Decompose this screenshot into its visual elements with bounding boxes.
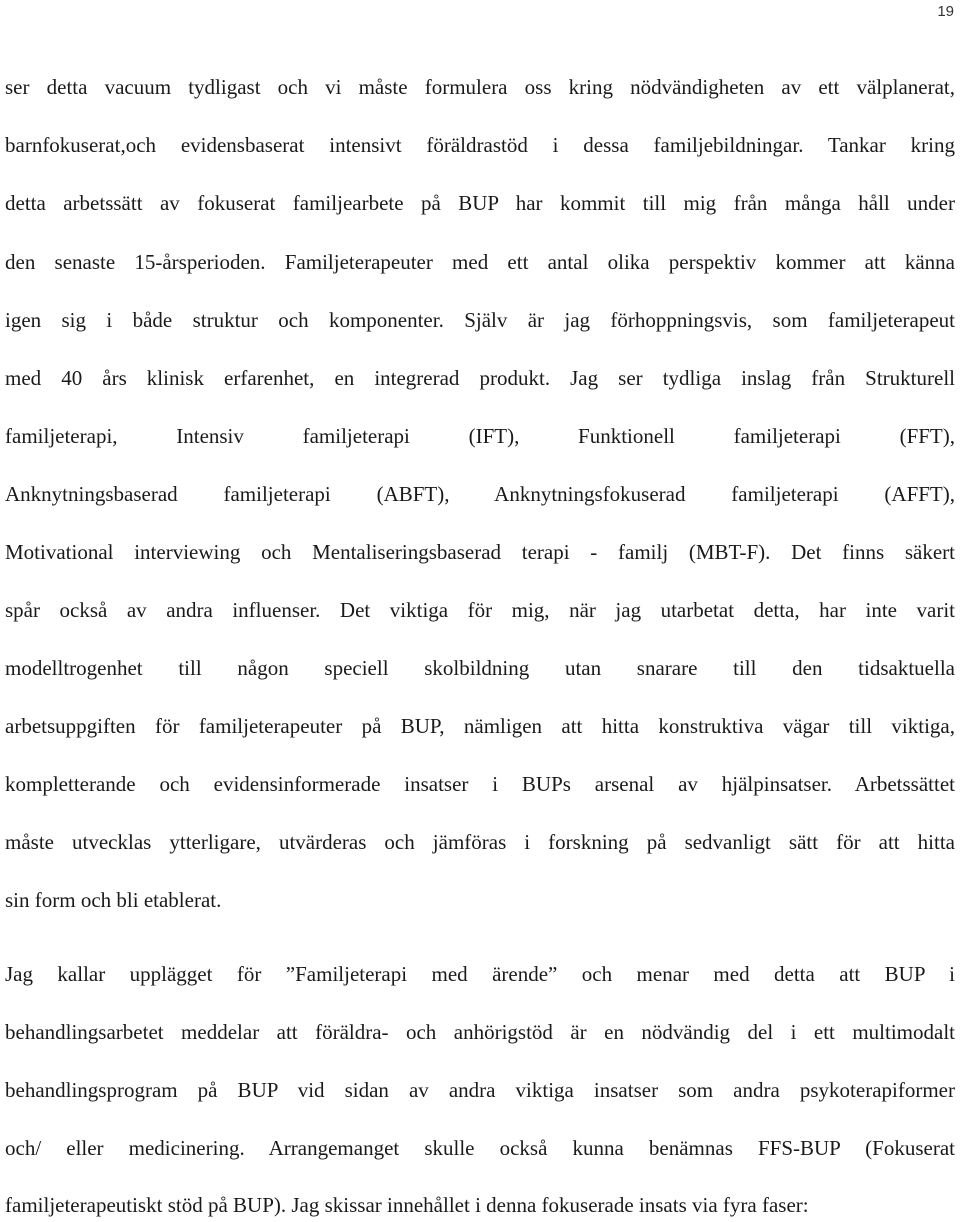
text-line: igen sig i både struktur och komponenter. Själv är jag förhoppningsvis, som familjeterapeut	[5, 308, 955, 332]
text-line: barnfokuserat,och evidensbaserat intensivt föräldrastöd i dessa familjebildningar. Tankar kring	[5, 133, 955, 157]
text-line: Jag kallar upplägget för ”Familjeterapi med ärende” och menar med detta att BUP i	[5, 962, 955, 986]
text-line: behandlingsprogram på BUP vid sidan av andra viktiga insatser som andra psykoterapiformer	[5, 1078, 955, 1102]
text-line: arbetsuppgiften för familjeterapeuter på BUP, nämligen att hitta konstruktiva vägar till viktiga,	[5, 714, 955, 738]
text-line: den senaste 15-årsperioden. Familjeterapeuter med ett antal olika perspektiv kommer att känna	[5, 250, 955, 274]
text-line: och/ eller medicinering. Arrangemanget skulle också kunna benämnas FFS-BUP (Fokuserat	[5, 1136, 955, 1160]
text-line: Anknytningsbaserad familjeterapi (ABFT), Anknytningsfokuserad familjeterapi (AFFT),	[5, 482, 955, 506]
text-line: sin form och bli etablerat.	[5, 888, 222, 912]
text-line: med 40 års klinisk erfarenhet, en integrerad produkt. Jag ser tydliga inslag från Strukturell	[5, 366, 955, 390]
text-line: modelltrogenhet till någon speciell skolbildning utan snarare till den tidsaktuella	[5, 656, 955, 680]
text-line: familjeterapi, Intensiv familjeterapi (IFT), Funktionell familjeterapi (FFT),	[5, 424, 955, 448]
text-line: spår också av andra influenser. Det viktiga för mig, när jag utarbetat detta, har inte varit	[5, 598, 955, 622]
text-line: måste utvecklas ytterligare, utvärderas och jämföras i forskning på sedvanligt sätt för att hitta	[5, 830, 955, 854]
text-line: Motivational interviewing och Mentaliseringsbaserad terapi - familj (MBT-F). Det finns säkert	[5, 540, 955, 564]
text-line: kompletterande och evidensinformerade insatser i BUPs arsenal av hjälpinsatser. Arbetssättet	[5, 772, 955, 796]
page-number: 19	[937, 3, 954, 20]
text-line: ser detta vacuum tydligast och vi måste formulera oss kring nödvändigheten av ett välplanerat,	[5, 75, 955, 99]
text-line: behandlingsarbetet meddelar att föräldra- och anhörigstöd är en nödvändig del i ett multimodalt	[5, 1020, 955, 1044]
text-line: detta arbetssätt av fokuserat familjearbete på BUP har kommit till mig från många håll under	[5, 191, 955, 215]
text-line: familjeterapeutiskt stöd på BUP). Jag skissar innehållet i denna fokuserade insats via fyra faser:	[5, 1193, 809, 1217]
